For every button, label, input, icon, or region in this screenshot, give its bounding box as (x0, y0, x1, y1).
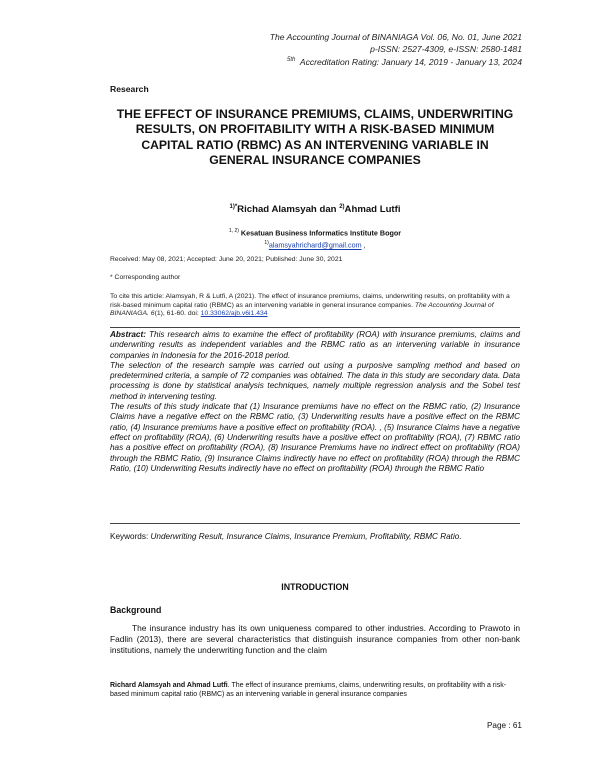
author2: Ahmad Lutfi (344, 204, 401, 216)
abstract-top-rule (110, 327, 520, 328)
footnote-authors: Richard Alamsyah and Ahmad Lutfi (110, 682, 228, 689)
citation-volume: 6 (150, 310, 155, 318)
abstract-p1: This research aims to examine the effect of profitability (ROA) with insurance premiums, claims and underwriting results as independent variables and the RBMC ratio as an intervening variable in insurance companies in Indonesia for the 2016-2018 period. (110, 330, 521, 360)
footnote-text: . The effect of insurance premiums, claims, underwriting results, on profitability with a risk-based minimum capital ratio (RBMC) as an intervening variable in general insurance companies (110, 682, 507, 698)
intro-heading: INTRODUCTION (281, 582, 349, 592)
citation (110, 293, 522, 319)
abstract (110, 330, 520, 474)
institution: Kesatuan Business Informatics Institute Bogor (240, 228, 402, 238)
section-label: Research (110, 84, 149, 94)
authors (110, 204, 520, 215)
journal-name: The Accounting Journal of BINANIAGA Vol. 06, No. 01, June 2021 (269, 32, 522, 42)
citation-text: To cite this article: Alamsyah, R & Lutfi, A (2021). The effect of insurance premiums, claims, underwriting results, on profitability with a risk-based minimum capital ratio (RBMC) as an intervening variable in general insurance companies. (110, 293, 510, 309)
issn: p-ISSN: 2527-4309, e-ISSN: 2580-1481 (370, 43, 522, 54)
author1: Richad Alamsyah (237, 204, 317, 216)
journal-header (270, 32, 522, 68)
dates: Received: May 08, 2021; Accepted: June 20, 2021; Published: June 30, 2021 (110, 256, 343, 263)
author-conjunction: dan (319, 204, 337, 216)
author1-sup: 1)* (229, 204, 238, 210)
body-paragraph: The insurance industry has its own uniqueness compared to other industries. According to Prawoto in Fadlin (2013), there are several characteristics that distinguish insurance companies from other non-bank institutions, namely the underwriting function and the claim (110, 623, 520, 655)
paper-title: THE EFFECT OF INSURANCE PREMIUMS, CLAIMS, UNDERWRITING RESULTS, ON PROFITABILITY WITH A RISK-BASED MINIMUM CAPITAL RATIO (RBMC) AS AN INTERVENING VARIABLE IN GENERAL INSURANCE COMPANIES (116, 107, 514, 168)
abstract-p3: The results of this study indicate that (1) Insurance premiums have no effect on the RBMC ratio, (2) Insurance Claims have a negative effect on the RBMC ratio, (3) Underwriting results have a positive effect on the RBMC ratio, (4) Insurance premiums have a positive effect on profitability (ROA). , (5) Insurance Claims have a negative effect on profitability (ROA), (6) Underwriting results have a positive effect on profitability (ROA), (7) RBMC ratio has a positive effect on profitability (ROA), (8) Insurance Premiums have no indirect effect on profitability (ROA) through the RBMC Ratio, (9) Insurance Claims indirectly have no effect on profitability (ROA) through the RBMC Ratio, (10) Underwriting Results indirectly have no effect on profitability (ROA) through the RBMC Ratio (110, 402, 520, 473)
abstract-label: Abstract: (110, 330, 146, 339)
footnote (110, 681, 520, 699)
keywords-label: Keywords: (110, 532, 149, 541)
background-heading: Background (110, 605, 162, 615)
email-sup: 1) (264, 240, 269, 247)
keywords (110, 531, 520, 542)
accreditation (270, 55, 522, 68)
affil-sup: 1, 2) (228, 228, 239, 234)
page-number: Page : 61 (486, 721, 522, 730)
citation-rest: (1), 61-60. doi: (154, 310, 199, 318)
affiliation (110, 226, 520, 251)
citation-journal: The Accounting Journal of BINANIAGA. (110, 301, 494, 318)
rating-text: Accreditation Rating: January 14, 2019 - January 13, 2024 (299, 56, 522, 67)
rating-sup: 5th (287, 57, 296, 63)
abstract-p2: The selection of the research sample was carried out using a purposive sampling method and based on predetermined criteria, a sample of 72 companies was obtained. The data in this study are secondary data. Data processing is done by statistical analysis techniques, namely multiple regression analysis and the Sobel test method in intervening testing. (110, 360, 520, 401)
email-link[interactable]: alamsyahrichard@gmail.com (268, 240, 362, 250)
keywords-values: Underwriting Result, Insurance Claims, Insurance Premium, Profitability, RBMC Ratio. (150, 532, 462, 541)
abstract-bottom-rule (110, 523, 520, 524)
email-comma: , (363, 240, 366, 250)
doi-link[interactable]: 10.33062/ajb.v6i1.434 (200, 310, 268, 318)
author2-sup: 2) (339, 204, 345, 210)
corresponding-author: * Corresponding author (110, 274, 181, 281)
